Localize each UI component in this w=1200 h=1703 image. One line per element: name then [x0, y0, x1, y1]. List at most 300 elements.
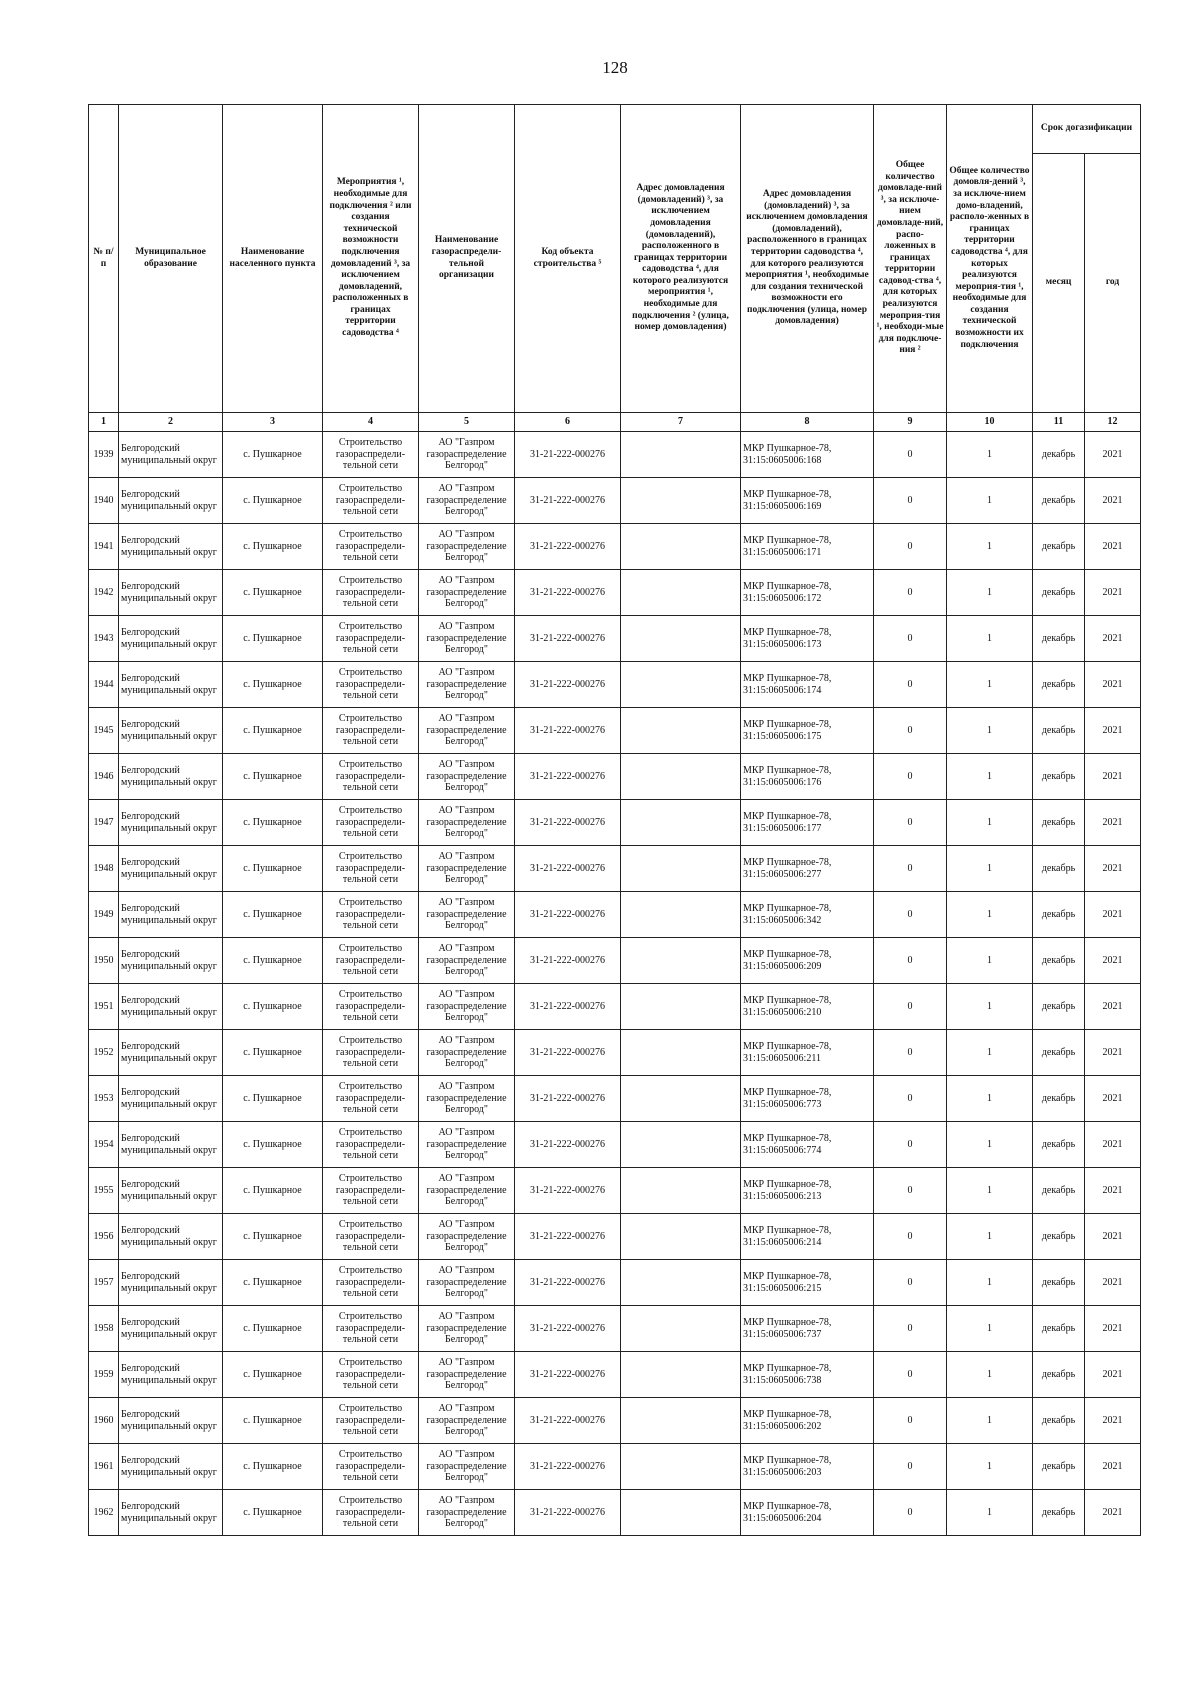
activity-cell: Строительство газораспредели-тельной сети: [323, 524, 419, 570]
organization-cell: АО "Газпром газораспределение Белгород": [419, 1076, 515, 1122]
header-col-7: Адрес домовладения (домовладений) ³, за исключением домовладения (домовладений), расположенного в границах территории садоводства ⁴, для которого реализуются мероприятия ¹, необходимые для подключения ² (улица, номер домовладения): [621, 105, 741, 413]
row-number: 1960: [89, 1398, 119, 1444]
settlement-cell: с. Пушкарное: [223, 1352, 323, 1398]
capability-count-cell: 1: [947, 662, 1033, 708]
row-number: 1955: [89, 1168, 119, 1214]
row-number: 1962: [89, 1490, 119, 1536]
capability-address-cell: МКР Пушкарное-78, 31:15:0605006:214: [741, 1214, 874, 1260]
row-number: 1950: [89, 938, 119, 984]
organization-cell: АО "Газпром газораспределение Белгород": [419, 984, 515, 1030]
capability-count-cell: 1: [947, 478, 1033, 524]
column-number: 1: [89, 413, 119, 432]
activity-cell: Строительство газораспредели-тельной сети: [323, 708, 419, 754]
organization-cell: АО "Газпром газораспределение Белгород": [419, 1306, 515, 1352]
capability-address-cell: МКР Пушкарное-78, 31:15:0605006:215: [741, 1260, 874, 1306]
capability-count-cell: 1: [947, 1352, 1033, 1398]
month-cell: декабрь: [1033, 1490, 1085, 1536]
capability-count-cell: 1: [947, 846, 1033, 892]
municipality-cell: Белгородский муниципальный округ: [119, 1122, 223, 1168]
activity-cell: Строительство газораспредели-тельной сети: [323, 938, 419, 984]
object-code-cell: 31-21-222-000276: [515, 938, 621, 984]
object-code-cell: 31-21-222-000276: [515, 1306, 621, 1352]
row-number: 1953: [89, 1076, 119, 1122]
month-cell: декабрь: [1033, 708, 1085, 754]
municipality-cell: Белгородский муниципальный округ: [119, 1352, 223, 1398]
row-number: 1944: [89, 662, 119, 708]
year-cell: 2021: [1085, 708, 1141, 754]
settlement-cell: с. Пушкарное: [223, 1122, 323, 1168]
header-col-11: месяц: [1033, 154, 1085, 413]
municipality-cell: Белгородский муниципальный округ: [119, 708, 223, 754]
organization-cell: АО "Газпром газораспределение Белгород": [419, 846, 515, 892]
capability-address-cell: МКР Пушкарное-78, 31:15:0605006:174: [741, 662, 874, 708]
table-row: [89, 1030, 1141, 1076]
header-col-6: Код объекта строительства ⁵: [515, 105, 621, 413]
table-row: [89, 570, 1141, 616]
month-cell: декабрь: [1033, 800, 1085, 846]
organization-cell: АО "Газпром газораспределение Белгород": [419, 616, 515, 662]
connection-address-cell: [621, 662, 741, 708]
table-row: [89, 616, 1141, 662]
organization-cell: АО "Газпром газораспределение Белгород": [419, 892, 515, 938]
month-cell: декабрь: [1033, 984, 1085, 1030]
municipality-cell: Белгородский муниципальный округ: [119, 432, 223, 478]
settlement-cell: с. Пушкарное: [223, 1030, 323, 1076]
capability-count-cell: 1: [947, 938, 1033, 984]
row-number: 1949: [89, 892, 119, 938]
connection-address-cell: [621, 570, 741, 616]
activity-cell: Строительство газораспредели-тельной сети: [323, 616, 419, 662]
object-code-cell: 31-21-222-000276: [515, 1076, 621, 1122]
capability-count-cell: 1: [947, 800, 1033, 846]
activity-cell: Строительство газораспредели-тельной сети: [323, 1076, 419, 1122]
organization-cell: АО "Газпром газораспределение Белгород": [419, 1122, 515, 1168]
organization-cell: АО "Газпром газораспределение Белгород": [419, 570, 515, 616]
organization-cell: АО "Газпром газораспределение Белгород": [419, 1398, 515, 1444]
organization-cell: АО "Газпром газораспределение Белгород": [419, 524, 515, 570]
month-cell: декабрь: [1033, 662, 1085, 708]
page-number: 128: [602, 58, 628, 77]
header-col-4: Мероприятия ¹, необходимые для подключения ² или создания технической возможности подключения домовладений ³, за исключением домовладений, расположенных в границах территории садоводства ⁴: [323, 105, 419, 413]
header-col-3: Наименование населенного пункта: [223, 105, 323, 413]
month-cell: декабрь: [1033, 478, 1085, 524]
table-row: [89, 984, 1141, 1030]
connection-count-cell: 0: [874, 984, 947, 1030]
settlement-cell: с. Пушкарное: [223, 846, 323, 892]
capability-address-cell: МКР Пушкарное-78, 31:15:0605006:210: [741, 984, 874, 1030]
column-numbers-row: [89, 413, 1141, 432]
connection-count-cell: 0: [874, 662, 947, 708]
year-cell: 2021: [1085, 1168, 1141, 1214]
connection-count-cell: 0: [874, 1122, 947, 1168]
year-cell: 2021: [1085, 570, 1141, 616]
municipality-cell: Белгородский муниципальный округ: [119, 662, 223, 708]
activity-cell: Строительство газораспредели-тельной сети: [323, 1352, 419, 1398]
month-cell: декабрь: [1033, 1122, 1085, 1168]
year-cell: 2021: [1085, 1352, 1141, 1398]
settlement-cell: с. Пушкарное: [223, 1490, 323, 1536]
organization-cell: АО "Газпром газораспределение Белгород": [419, 754, 515, 800]
month-cell: декабрь: [1033, 938, 1085, 984]
connection-count-cell: 0: [874, 708, 947, 754]
connection-address-cell: [621, 708, 741, 754]
year-cell: 2021: [1085, 984, 1141, 1030]
capability-address-cell: МКР Пушкарное-78, 31:15:0605006:176: [741, 754, 874, 800]
table-row: [89, 892, 1141, 938]
column-number: 7: [621, 413, 741, 432]
capability-count-cell: 1: [947, 1030, 1033, 1076]
settlement-cell: с. Пушкарное: [223, 754, 323, 800]
settlement-cell: с. Пушкарное: [223, 1260, 323, 1306]
activity-cell: Строительство газораспредели-тельной сети: [323, 1306, 419, 1352]
object-code-cell: 31-21-222-000276: [515, 570, 621, 616]
settlement-cell: с. Пушкарное: [223, 432, 323, 478]
row-number: 1942: [89, 570, 119, 616]
month-cell: декабрь: [1033, 892, 1085, 938]
connection-count-cell: 0: [874, 1260, 947, 1306]
object-code-cell: 31-21-222-000276: [515, 1030, 621, 1076]
settlement-cell: с. Пушкарное: [223, 984, 323, 1030]
table-row: [89, 662, 1141, 708]
table-row: [89, 846, 1141, 892]
year-cell: 2021: [1085, 1122, 1141, 1168]
capability-address-cell: МКР Пушкарное-78, 31:15:0605006:202: [741, 1398, 874, 1444]
settlement-cell: с. Пушкарное: [223, 1076, 323, 1122]
table-row: [89, 1444, 1141, 1490]
activity-cell: Строительство газораспредели-тельной сети: [323, 1168, 419, 1214]
capability-count-cell: 1: [947, 524, 1033, 570]
capability-address-cell: МКР Пушкарное-78, 31:15:0605006:738: [741, 1352, 874, 1398]
table-header: [89, 105, 1141, 432]
organization-cell: АО "Газпром газораспределение Белгород": [419, 432, 515, 478]
object-code-cell: 31-21-222-000276: [515, 1444, 621, 1490]
connection-count-cell: 0: [874, 1076, 947, 1122]
table-row: [89, 1214, 1141, 1260]
capability-count-cell: 1: [947, 892, 1033, 938]
year-cell: 2021: [1085, 1260, 1141, 1306]
capability-address-cell: МКР Пушкарное-78, 31:15:0605006:211: [741, 1030, 874, 1076]
settlement-cell: с. Пушкарное: [223, 616, 323, 662]
capability-address-cell: МКР Пушкарное-78, 31:15:0605006:203: [741, 1444, 874, 1490]
header-col-10: Общее количество домовля-дений ³, за исключе-нием домо-владений, располо-женных в границах территории садоводства ⁴, для которых реализуются мероприя-тия ¹, необходимые для создания технической возможности их подключения: [947, 105, 1033, 413]
column-number: 10: [947, 413, 1033, 432]
row-number: 1956: [89, 1214, 119, 1260]
connection-address-cell: [621, 1214, 741, 1260]
connection-address-cell: [621, 1168, 741, 1214]
year-cell: 2021: [1085, 1076, 1141, 1122]
activity-cell: Строительство газораспредели-тельной сети: [323, 570, 419, 616]
organization-cell: АО "Газпром газораспределение Белгород": [419, 800, 515, 846]
capability-address-cell: МКР Пушкарное-78, 31:15:0605006:177: [741, 800, 874, 846]
object-code-cell: 31-21-222-000276: [515, 524, 621, 570]
column-number: 6: [515, 413, 621, 432]
capability-count-cell: 1: [947, 432, 1033, 478]
connection-address-cell: [621, 432, 741, 478]
year-cell: 2021: [1085, 1214, 1141, 1260]
connection-address-cell: [621, 1444, 741, 1490]
capability-address-cell: МКР Пушкарное-78, 31:15:0605006:172: [741, 570, 874, 616]
row-number: 1941: [89, 524, 119, 570]
organization-cell: АО "Газпром газораспределение Белгород": [419, 1030, 515, 1076]
capability-address-cell: МКР Пушкарное-78, 31:15:0605006:342: [741, 892, 874, 938]
municipality-cell: Белгородский муниципальный округ: [119, 938, 223, 984]
organization-cell: АО "Газпром газораспределение Белгород": [419, 1260, 515, 1306]
capability-count-cell: 1: [947, 754, 1033, 800]
connection-address-cell: [621, 478, 741, 524]
year-cell: 2021: [1085, 754, 1141, 800]
connection-address-cell: [621, 938, 741, 984]
connection-address-cell: [621, 1490, 741, 1536]
connection-count-cell: 0: [874, 846, 947, 892]
capability-address-cell: МКР Пушкарное-78, 31:15:0605006:213: [741, 1168, 874, 1214]
capability-count-cell: 1: [947, 1260, 1033, 1306]
object-code-cell: 31-21-222-000276: [515, 1398, 621, 1444]
row-number: 1939: [89, 432, 119, 478]
header-col-12: год: [1085, 154, 1141, 413]
activity-cell: Строительство газораспредели-тельной сети: [323, 662, 419, 708]
table-row: [89, 1398, 1141, 1444]
capability-count-cell: 1: [947, 1306, 1033, 1352]
row-number: 1952: [89, 1030, 119, 1076]
object-code-cell: 31-21-222-000276: [515, 754, 621, 800]
table-row: [89, 1168, 1141, 1214]
capability-address-cell: МКР Пушкарное-78, 31:15:0605006:204: [741, 1490, 874, 1536]
row-number: 1959: [89, 1352, 119, 1398]
settlement-cell: с. Пушкарное: [223, 1444, 323, 1490]
object-code-cell: 31-21-222-000276: [515, 1122, 621, 1168]
settlement-cell: с. Пушкарное: [223, 478, 323, 524]
organization-cell: АО "Газпром газораспределение Белгород": [419, 1444, 515, 1490]
capability-address-cell: МКР Пушкарное-78, 31:15:0605006:209: [741, 938, 874, 984]
year-cell: 2021: [1085, 662, 1141, 708]
column-number: 12: [1085, 413, 1141, 432]
connection-count-cell: 0: [874, 524, 947, 570]
capability-count-cell: 1: [947, 1490, 1033, 1536]
column-number: 11: [1033, 413, 1085, 432]
year-cell: 2021: [1085, 1444, 1141, 1490]
municipality-cell: Белгородский муниципальный округ: [119, 1030, 223, 1076]
object-code-cell: 31-21-222-000276: [515, 708, 621, 754]
capability-count-cell: 1: [947, 984, 1033, 1030]
connection-count-cell: 0: [874, 1398, 947, 1444]
connection-address-cell: [621, 1076, 741, 1122]
connection-count-cell: 0: [874, 616, 947, 662]
month-cell: декабрь: [1033, 1260, 1085, 1306]
table-row: [89, 754, 1141, 800]
year-cell: 2021: [1085, 938, 1141, 984]
capability-address-cell: МКР Пушкарное-78, 31:15:0605006:774: [741, 1122, 874, 1168]
connection-count-cell: 0: [874, 1030, 947, 1076]
activity-cell: Строительство газораспредели-тельной сети: [323, 984, 419, 1030]
capability-count-cell: 1: [947, 1444, 1033, 1490]
table-row: [89, 524, 1141, 570]
row-number: 1961: [89, 1444, 119, 1490]
connection-address-cell: [621, 846, 741, 892]
month-cell: декабрь: [1033, 754, 1085, 800]
object-code-cell: 31-21-222-000276: [515, 800, 621, 846]
connection-count-cell: 0: [874, 432, 947, 478]
activity-cell: Строительство газораспредели-тельной сети: [323, 800, 419, 846]
municipality-cell: Белгородский муниципальный округ: [119, 800, 223, 846]
month-cell: декабрь: [1033, 1352, 1085, 1398]
activity-cell: Строительство газораспредели-тельной сети: [323, 754, 419, 800]
settlement-cell: с. Пушкарное: [223, 1306, 323, 1352]
capability-address-cell: МКР Пушкарное-78, 31:15:0605006:277: [741, 846, 874, 892]
object-code-cell: 31-21-222-000276: [515, 1214, 621, 1260]
activity-cell: Строительство газораспредели-тельной сети: [323, 1214, 419, 1260]
capability-count-cell: 1: [947, 1214, 1033, 1260]
activity-cell: Строительство газораспредели-тельной сети: [323, 1490, 419, 1536]
capability-address-cell: МКР Пушкарное-78, 31:15:0605006:169: [741, 478, 874, 524]
month-cell: декабрь: [1033, 1444, 1085, 1490]
capability-address-cell: МКР Пушкарное-78, 31:15:0605006:737: [741, 1306, 874, 1352]
table-row: [89, 432, 1141, 478]
month-cell: декабрь: [1033, 570, 1085, 616]
municipality-cell: Белгородский муниципальный округ: [119, 570, 223, 616]
settlement-cell: с. Пушкарное: [223, 524, 323, 570]
year-cell: 2021: [1085, 524, 1141, 570]
municipality-cell: Белгородский муниципальный округ: [119, 754, 223, 800]
capability-count-cell: 1: [947, 1122, 1033, 1168]
settlement-cell: с. Пушкарное: [223, 892, 323, 938]
year-cell: 2021: [1085, 478, 1141, 524]
connection-address-cell: [621, 1352, 741, 1398]
table-body: [89, 432, 1141, 1536]
header-col-11-12: Срок догазификации: [1033, 105, 1141, 154]
organization-cell: АО "Газпром газораспределение Белгород": [419, 708, 515, 754]
connection-address-cell: [621, 1306, 741, 1352]
month-cell: декабрь: [1033, 1076, 1085, 1122]
activity-cell: Строительство газораспредели-тельной сети: [323, 1398, 419, 1444]
connection-address-cell: [621, 1398, 741, 1444]
activity-cell: Строительство газораспредели-тельной сети: [323, 1030, 419, 1076]
municipality-cell: Белгородский муниципальный округ: [119, 1214, 223, 1260]
settlement-cell: с. Пушкарное: [223, 800, 323, 846]
table-row: [89, 1352, 1141, 1398]
settlement-cell: с. Пушкарное: [223, 1214, 323, 1260]
settlement-cell: с. Пушкарное: [223, 1398, 323, 1444]
column-number: 9: [874, 413, 947, 432]
object-code-cell: 31-21-222-000276: [515, 1490, 621, 1536]
column-number: 8: [741, 413, 874, 432]
month-cell: декабрь: [1033, 1168, 1085, 1214]
header-col-5: Наименование газораспредели-тельной организации: [419, 105, 515, 413]
activity-cell: Строительство газораспредели-тельной сети: [323, 892, 419, 938]
month-cell: декабрь: [1033, 846, 1085, 892]
connection-address-cell: [621, 892, 741, 938]
connection-address-cell: [621, 1030, 741, 1076]
organization-cell: АО "Газпром газораспределение Белгород": [419, 1214, 515, 1260]
organization-cell: АО "Газпром газораспределение Белгород": [419, 478, 515, 524]
year-cell: 2021: [1085, 1490, 1141, 1536]
capability-count-cell: 1: [947, 708, 1033, 754]
connection-count-cell: 0: [874, 892, 947, 938]
year-cell: 2021: [1085, 1030, 1141, 1076]
organization-cell: АО "Газпром газораспределение Белгород": [419, 1168, 515, 1214]
column-number: 4: [323, 413, 419, 432]
column-number: 5: [419, 413, 515, 432]
activity-cell: Строительство газораспредели-тельной сети: [323, 1260, 419, 1306]
connection-address-cell: [621, 800, 741, 846]
connection-count-cell: 0: [874, 1306, 947, 1352]
table-row: [89, 708, 1141, 754]
year-cell: 2021: [1085, 892, 1141, 938]
row-number: 1957: [89, 1260, 119, 1306]
row-number: 1945: [89, 708, 119, 754]
table-row: [89, 1122, 1141, 1168]
connection-count-cell: 0: [874, 1214, 947, 1260]
column-number: 3: [223, 413, 323, 432]
municipality-cell: Белгородский муниципальный округ: [119, 1306, 223, 1352]
object-code-cell: 31-21-222-000276: [515, 1260, 621, 1306]
header-col-8: Адрес домовладения (домовладений) ³, за исключением домовладения (домовладений), расположенного в границах территории садоводства ⁴, для которого реализуются мероприятия ¹, необходимые для создания технической возможности его подключения (улица, номер домовладения): [741, 105, 874, 413]
object-code-cell: 31-21-222-000276: [515, 432, 621, 478]
municipality-cell: Белгородский муниципальный округ: [119, 616, 223, 662]
month-cell: декабрь: [1033, 524, 1085, 570]
table-row: [89, 1306, 1141, 1352]
table-row: [89, 800, 1141, 846]
connection-address-cell: [621, 1122, 741, 1168]
object-code-cell: 31-21-222-000276: [515, 616, 621, 662]
object-code-cell: 31-21-222-000276: [515, 1352, 621, 1398]
activity-cell: Строительство газораспредели-тельной сети: [323, 846, 419, 892]
month-cell: декабрь: [1033, 1214, 1085, 1260]
object-code-cell: 31-21-222-000276: [515, 1168, 621, 1214]
object-code-cell: 31-21-222-000276: [515, 892, 621, 938]
municipality-cell: Белгородский муниципальный округ: [119, 1398, 223, 1444]
settlement-cell: с. Пушкарное: [223, 708, 323, 754]
table-row: [89, 1490, 1141, 1536]
settlement-cell: с. Пушкарное: [223, 938, 323, 984]
connection-count-cell: 0: [874, 754, 947, 800]
month-cell: декабрь: [1033, 1306, 1085, 1352]
organization-cell: АО "Газпром газораспределение Белгород": [419, 1352, 515, 1398]
connection-count-cell: 0: [874, 800, 947, 846]
settlement-cell: с. Пушкарное: [223, 1168, 323, 1214]
table-row: [89, 1076, 1141, 1122]
municipality-cell: Белгородский муниципальный округ: [119, 1444, 223, 1490]
municipality-cell: Белгородский муниципальный округ: [119, 1168, 223, 1214]
connection-address-cell: [621, 616, 741, 662]
settlement-cell: с. Пушкарное: [223, 570, 323, 616]
connection-count-cell: 0: [874, 938, 947, 984]
organization-cell: АО "Газпром газораспределение Белгород": [419, 662, 515, 708]
connection-count-cell: 0: [874, 570, 947, 616]
table-row: [89, 1260, 1141, 1306]
organization-cell: АО "Газпром газораспределение Белгород": [419, 1490, 515, 1536]
row-number: 1954: [89, 1122, 119, 1168]
object-code-cell: 31-21-222-000276: [515, 984, 621, 1030]
activity-cell: Строительство газораспредели-тельной сети: [323, 432, 419, 478]
capability-count-cell: 1: [947, 616, 1033, 662]
capability-address-cell: МКР Пушкарное-78, 31:15:0605006:175: [741, 708, 874, 754]
connection-count-cell: 0: [874, 1444, 947, 1490]
municipality-cell: Белгородский муниципальный округ: [119, 892, 223, 938]
municipality-cell: Белгородский муниципальный округ: [119, 478, 223, 524]
table-row: [89, 478, 1141, 524]
year-cell: 2021: [1085, 800, 1141, 846]
municipality-cell: Белгородский муниципальный округ: [119, 984, 223, 1030]
connection-address-cell: [621, 754, 741, 800]
municipality-cell: Белгородский муниципальный округ: [119, 846, 223, 892]
connection-address-cell: [621, 1260, 741, 1306]
year-cell: 2021: [1085, 432, 1141, 478]
column-number: 2: [119, 413, 223, 432]
gasification-table: [88, 104, 1141, 1536]
header-col-9: Общее количество домовладе-ний ³, за исключе-нием домовладе-ний, распо-ложенных в границах территории садовод-ства ⁴, для которых реализуются мероприя-тия ¹, необходи-мые для подключе-ния ²: [874, 105, 947, 413]
activity-cell: Строительство газораспредели-тельной сети: [323, 1122, 419, 1168]
organization-cell: АО "Газпром газораспределение Белгород": [419, 938, 515, 984]
